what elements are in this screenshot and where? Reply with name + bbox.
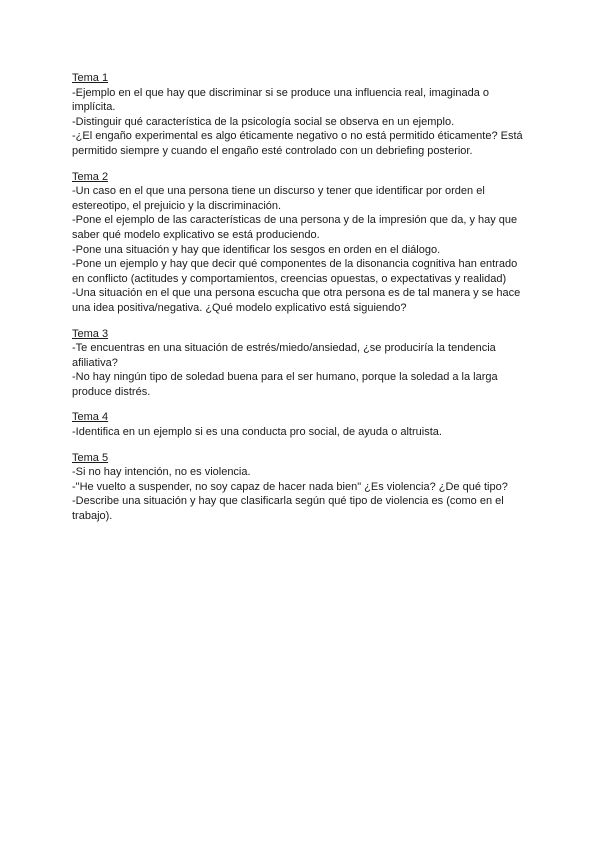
- list-item: -Te encuentras en una situación de estrés/miedo/ansiedad, ¿se produciría la tendencia afiliativa?: [72, 342, 496, 369]
- list-item: -Describe una situación y hay que clasificarla según qué tipo de violencia es (como en el trabajo).: [72, 495, 504, 523]
- section-title: Tema 3: [72, 327, 109, 340]
- section-tema-1: [72, 71, 532, 159]
- list-item: -Si no hay intención, no es violencia.: [72, 466, 251, 479]
- list-item: -"He vuelto a suspender, no soy capaz de hacer nada bien" ¿Es violencia? ¿De qué tipo?: [72, 480, 508, 493]
- list-item: -Ejemplo en el que hay que discriminar si se produce una influencia real, imaginada o implícita.: [72, 86, 490, 114]
- list-item: -Distinguir qué característica de la psicología social se observa en un ejemplo.: [72, 115, 455, 128]
- list-item: -Un caso en el que una persona tiene un discurso y tener que identificar por orden el estereotipo, el prejuicio y la discriminación.: [72, 185, 485, 212]
- section-title: Tema 2: [72, 170, 109, 183]
- list-item: -Pone un ejemplo y hay que decir qué componentes de la disonancia cognitiva han entrado en conflicto (actitudes y comportamientos, creencias opuestas, o expectativas y realidad): [72, 258, 518, 285]
- section-tema-5: [72, 451, 532, 524]
- list-item: -Una situación en el que una persona escucha que otra persona es de tal manera y se hace una idea positiva/negativa. ¿Qué modelo explicativo está siguiendo?: [72, 287, 521, 314]
- document-page: [72, 71, 532, 535]
- list-item: -Pone una situación y hay que identificar los sesgos en orden en el diálogo.: [72, 243, 441, 256]
- section-title: Tema 5: [72, 451, 109, 464]
- section-title: Tema 1: [72, 72, 109, 84]
- section-tema-3: [72, 327, 532, 400]
- section-tema-2: [72, 170, 532, 316]
- list-item: -No hay ningún tipo de soledad buena para el ser humano, porque la soledad a la larga produce distrés.: [72, 371, 498, 398]
- list-item: -¿El engaño experimental es algo éticamente negativo o no está permitido éticamente? Está permitido siempre y cuando el engaño esté controlado con un debriefing posterior.: [72, 130, 523, 157]
- section-tema-4: [72, 410, 532, 439]
- list-item: -Identifica en un ejemplo si es una conducta pro social, de ayuda o altruista.: [72, 426, 442, 439]
- section-title: Tema 4: [72, 411, 109, 424]
- list-item: -Pone el ejemplo de las características de una persona y de la impresión que da, y hay que saber qué modelo explicativo se está produciendo.: [72, 214, 518, 241]
